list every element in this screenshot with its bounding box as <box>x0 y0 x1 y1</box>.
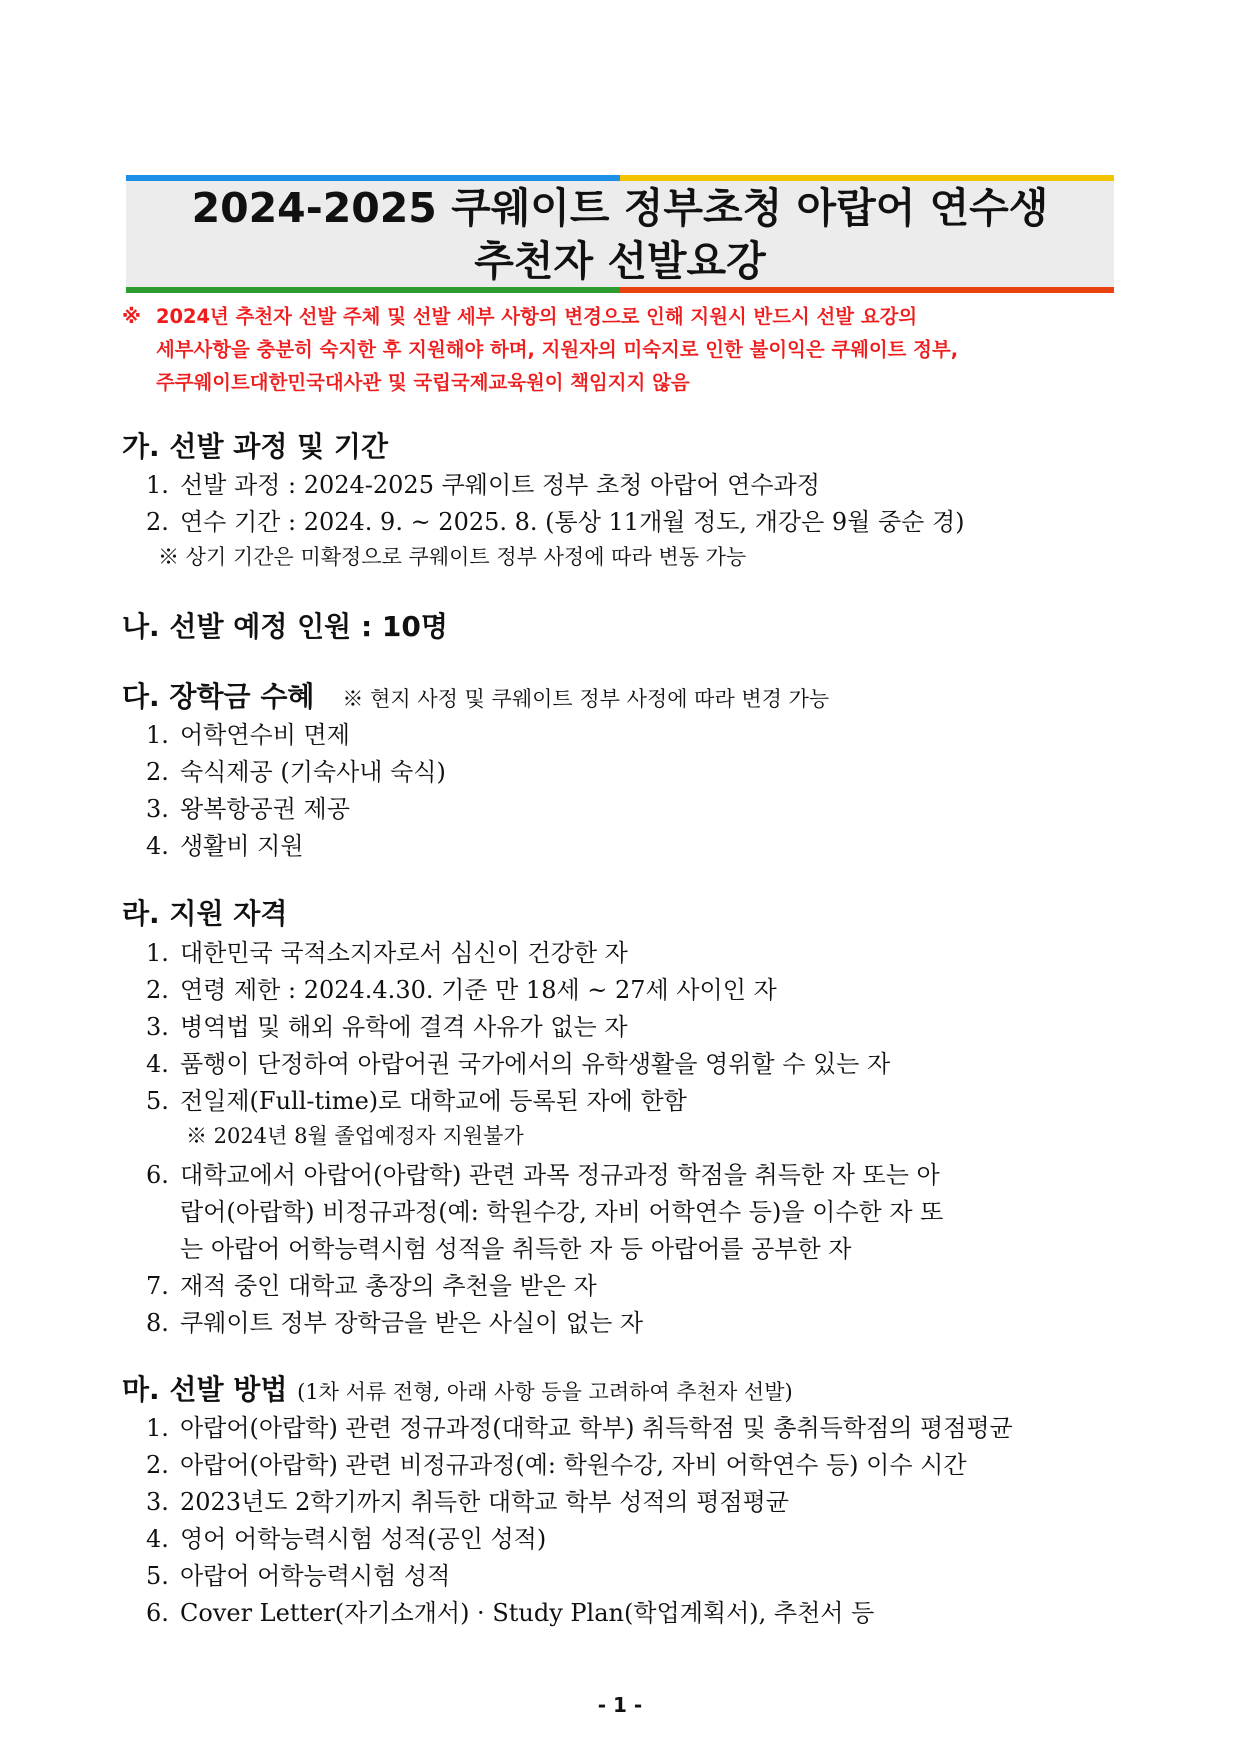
item-number: 3. <box>146 1488 169 1516</box>
list-item <box>146 715 350 750</box>
list-item <box>146 1482 789 1517</box>
section-heading-ra: 라. 지원 자격 <box>122 897 288 930</box>
item-number: 1. <box>146 471 169 499</box>
item-number: 5. <box>146 1087 169 1115</box>
list-item <box>146 933 628 968</box>
item-number: 2. <box>146 1451 169 1479</box>
section-heading-ma <box>122 1368 793 1408</box>
item-number: 6. <box>146 1161 169 1189</box>
item-number: 7. <box>146 1272 169 1300</box>
graduation-note: ※ 2024년 8월 졸업예정자 지원불가 <box>186 1124 524 1148</box>
item-text: 쿠웨이트 정부 장학금을 받은 사실이 없는 자 <box>180 1309 644 1337</box>
list-item <box>146 502 965 537</box>
title-bar-bottom-green <box>126 287 620 293</box>
title-bar-top-blue <box>126 175 620 181</box>
period-note: ※ 상기 기간은 미확정으로 쿠웨이트 정부 사정에 따라 변동 가능 <box>158 545 747 569</box>
list-item <box>146 826 304 861</box>
item-text: 어학연수비 면제 <box>180 721 350 749</box>
notice-line: 세부사항을 충분히 숙지한 후 지원해야 하며, 지원자의 미숙지로 인한 불이익은 쿠웨이트 정부, <box>156 338 959 361</box>
item-text: 연령 제한 : 2024.4.30. 기준 만 18세 ~ 27세 사이인 자 <box>180 976 777 1004</box>
item-text: 선발 과정 : 2024-2025 쿠웨이트 정부 초청 아랍어 연수과정 <box>180 471 820 499</box>
item-text: 생활비 지원 <box>180 832 304 860</box>
item-number: 3. <box>146 795 169 823</box>
item-number: 2. <box>146 976 169 1004</box>
heading-sub: (1차 서류 전형, 아래 사항 등을 고려하여 추천자 선발) <box>297 1380 793 1404</box>
list-item <box>146 1155 940 1190</box>
item-number: 2. <box>146 758 169 786</box>
item-text: 숙식제공 (기숙사내 숙식) <box>180 758 446 786</box>
list-item <box>146 1007 628 1042</box>
item-text: 연수 기간 : 2024. 9. ~ 2025. 8. (통상 11개월 정도, 개강은 9월 중순 경) <box>180 508 965 536</box>
item-number: 4. <box>146 1525 169 1553</box>
item-number: 1. <box>146 1414 169 1442</box>
item-text: 대학교에서 아랍어(아랍학) 관련 과목 정규과정 학점을 취득한 자 또는 아 <box>180 1161 940 1189</box>
notice-line: 2024년 추천자 선발 주체 및 선발 세부 사항의 변경으로 인해 지원시 반드시 선발 요강의 <box>156 305 918 328</box>
list-item <box>146 970 777 1005</box>
section-heading-ga: 가. 선발 과정 및 기간 <box>122 430 389 463</box>
notice <box>122 300 1122 399</box>
section-heading-da <box>122 675 829 715</box>
document-title-line2: 추천자 선발요강 <box>474 237 766 285</box>
list-item <box>146 1303 643 1338</box>
item-number: 1. <box>146 721 169 749</box>
list-item <box>146 1519 546 1554</box>
item-number: 4. <box>146 832 169 860</box>
item-text: 재적 중인 대학교 총장의 추천을 받은 자 <box>180 1272 597 1300</box>
heading-text: 마. 선발 방법 <box>122 1373 288 1406</box>
list-item <box>146 789 350 824</box>
item-number: 6. <box>146 1599 169 1627</box>
item-number: 1. <box>146 939 169 967</box>
list-item <box>146 465 820 500</box>
list-item <box>146 1044 890 1079</box>
page-number: - 1 - <box>597 1693 643 1717</box>
item-continuation: 는 아랍어 어학능력시험 성적을 취득한 자 등 아랍어를 공부한 자 <box>180 1235 852 1263</box>
item-number: 8. <box>146 1309 169 1337</box>
list-item <box>146 1445 967 1480</box>
notice-mark: ※ <box>122 305 141 328</box>
item-text: 아랍어(아랍학) 관련 비정규과정(예: 학원수강, 자비 어학연수 등) 이수 시간 <box>180 1451 967 1479</box>
title-bar-top-yellow <box>620 175 1114 181</box>
title-bar-bottom-red <box>620 287 1114 293</box>
item-text: 전일제(Full-time)로 대학교에 등록된 자에 한함 <box>180 1087 687 1115</box>
list-item <box>146 1081 687 1116</box>
list-item <box>146 1266 597 1301</box>
section-heading-na: 나. 선발 예정 인원 : 10명 <box>122 610 448 643</box>
item-number: 5. <box>146 1562 169 1590</box>
item-text: 품행이 단정하여 아랍어권 국가에서의 유학생활을 영위할 수 있는 자 <box>180 1050 891 1078</box>
item-text: 아랍어(아랍학) 관련 정규과정(대학교 학부) 취득학점 및 총취득학점의 평점평균 <box>180 1414 1013 1442</box>
item-text: Cover Letter(자기소개서) · Study Plan(학업계획서), 추천서 등 <box>180 1599 875 1627</box>
item-continuation: 랍어(아랍학) 비정규과정(예: 학원수강, 자비 어학연수 등)을 이수한 자 또 <box>180 1198 944 1226</box>
item-text: 왕복항공권 제공 <box>180 795 350 823</box>
document-title-line1: 2024-2025 쿠웨이트 정부초청 아랍어 연수생 <box>191 184 1049 232</box>
notice-line: 주쿠웨이트대한민국대사관 및 국립국제교육원이 책임지지 않음 <box>156 371 690 394</box>
item-number: 3. <box>146 1013 169 1041</box>
item-text: 영어 어학능력시험 성적(공인 성적) <box>180 1525 547 1553</box>
list-item <box>146 752 446 787</box>
item-number: 4. <box>146 1050 169 1078</box>
heading-text: 다. 장학금 수혜 <box>122 680 315 713</box>
list-item <box>146 1593 874 1628</box>
list-item <box>146 1556 450 1591</box>
item-text: 병역법 및 해외 유학에 결격 사유가 없는 자 <box>180 1013 628 1041</box>
item-text: 대한민국 국적소지자로서 심신이 건강한 자 <box>180 939 628 967</box>
item-text: 아랍어 어학능력시험 성적 <box>180 1562 451 1590</box>
heading-note: ※ 현지 사정 및 쿠웨이트 정부 사정에 따라 변경 가능 <box>342 687 830 711</box>
item-number: 2. <box>146 508 169 536</box>
list-item <box>146 1408 1013 1443</box>
item-text: 2023년도 2학기까지 취득한 대학교 학부 성적의 평점평균 <box>180 1488 789 1516</box>
